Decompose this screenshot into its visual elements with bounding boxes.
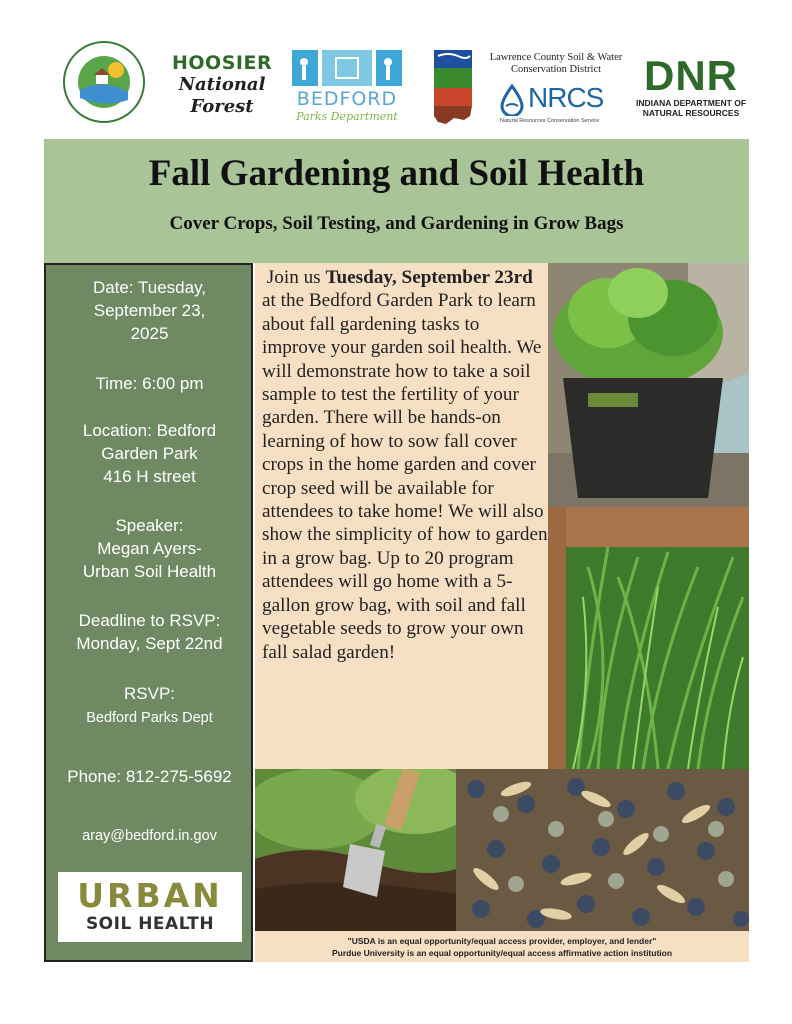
hoosier-line2: National <box>178 74 266 95</box>
event-time: Time: 6:00 pm <box>95 374 204 393</box>
dnr-big: DNR <box>644 52 738 99</box>
lcswcd-line1: Lawrence County Soil & Water <box>489 52 623 63</box>
bedford-sub: Parks Department <box>296 110 398 123</box>
lcswcd-line2: Conservation District <box>510 64 602 75</box>
speaker-line3: Urban Soil Health <box>82 562 217 581</box>
rsvp-value: Bedford Parks Dept <box>86 710 213 726</box>
dnr-line2: NATURAL RESOURCES <box>642 108 740 118</box>
date-line2: September 23, <box>93 301 206 320</box>
description-text: at the Bedford Garden Park to learn about fall gardening tasks to improve your garden soil health. We will demonstrate how to take a soil sample to test the fertility of your garden. There will be hands-on learning of how to sow fall cover crops in the home garden and cover crop seed will be available for attendees to take home! We will also show the simplicity of how to garden in a grow bag. Up to 20 program attendees will go home with a 5-gallon grow bag, with soil and fall vegetable seeds to grow your own fall salad garden! <box>262 290 548 663</box>
intro-text: Join us <box>266 267 326 288</box>
urban-line2: SOIL HEALTH <box>85 914 215 934</box>
event-date <box>46 276 253 345</box>
phone-number[interactable]: Phone: 812-275-5692 <box>67 767 232 786</box>
location-line3: 416 H street <box>103 467 196 486</box>
usda-disclaimer: "USDA is an equal opportunity/equal access provider, employer, and lender" <box>347 936 657 946</box>
deadline-line2: Monday, Sept 22nd <box>76 634 223 653</box>
event-location <box>46 419 253 488</box>
urban-line1: URBAN <box>77 876 223 915</box>
dnr-logo <box>632 54 750 118</box>
bedford-parks-logo <box>288 48 406 128</box>
rsvp-label: RSVP: <box>123 684 176 703</box>
salt-creek-logo <box>62 40 146 124</box>
hoosier-national-forest-logo <box>172 52 272 118</box>
trowel-soil-photo <box>255 769 456 931</box>
bold-date: September 23rd <box>401 267 533 288</box>
hoosier-line3: Forest <box>190 96 254 117</box>
event-speaker <box>46 514 253 583</box>
hoosier-line1: HOOSIER <box>172 52 273 74</box>
page-subtitle: Cover Crops, Soil Testing, and Gardening in Grow Bags <box>169 213 624 234</box>
cover-crop-photo <box>548 507 749 769</box>
speaker-line2: Megan Ayers- <box>97 539 202 558</box>
bedford-word: BEDFORD <box>296 88 398 110</box>
nrcs-logo <box>498 82 608 128</box>
nrcs-sub: Natural Resources Conservation Service <box>500 118 600 124</box>
date-line3: 2025 <box>130 324 169 343</box>
location-line1: Location: Bedford <box>82 421 217 440</box>
dnr-line1: INDIANA DEPARTMENT OF <box>635 98 747 108</box>
urban-soil-health-logo <box>58 872 242 942</box>
lawrence-county-swcd-label <box>486 52 626 76</box>
deadline-line1: Deadline to RSVP: <box>78 611 221 630</box>
location-line2: Garden Park <box>101 444 198 463</box>
event-description <box>262 266 548 664</box>
purdue-disclaimer: Purdue University is an equal opportunity/equal access affirmative action institution <box>331 948 673 958</box>
seed-mix-photo <box>456 769 749 931</box>
nrcs-word: NRCS <box>528 82 604 113</box>
page-title: Fall Gardening and Soil Health <box>148 153 645 194</box>
rsvp-deadline <box>46 609 253 655</box>
date-line1: Date: Tuesday, <box>92 278 207 297</box>
speaker-line1: Speaker: <box>115 516 184 535</box>
indiana-map-logo <box>428 48 478 128</box>
bold-day: Tuesday, <box>325 267 397 288</box>
grow-bag-lettuce-photo <box>548 263 749 507</box>
email-link[interactable]: aray@bedford.in.gov <box>82 828 217 844</box>
